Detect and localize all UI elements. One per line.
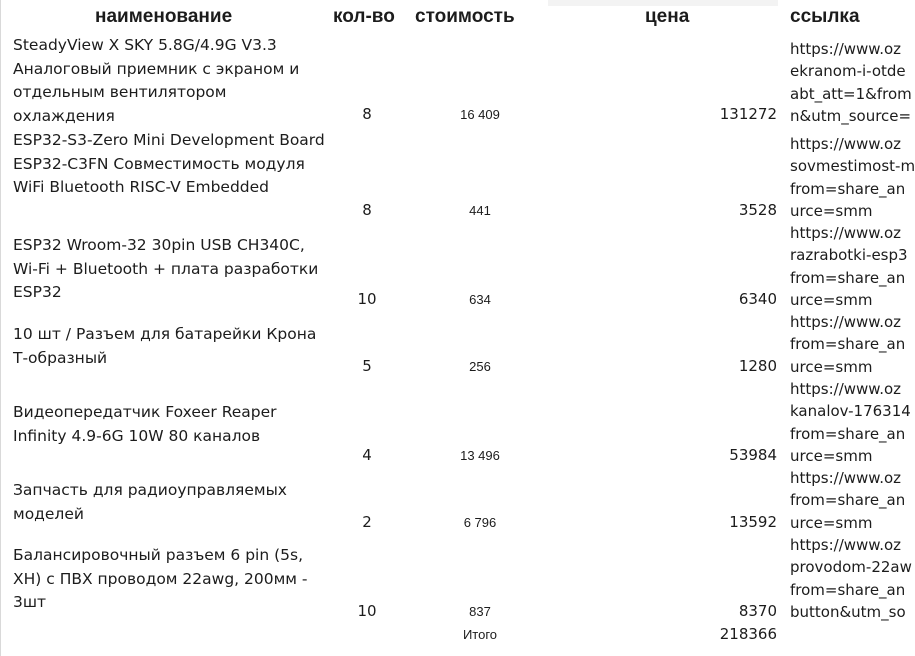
link-line: button&utm_so [790, 602, 906, 621]
cell-price[interactable]: 13592 [729, 513, 777, 531]
link-line: from=share_an [790, 491, 906, 510]
link-line: razrabotki-esp3 [790, 246, 908, 265]
link-line: https://www.oz [790, 380, 902, 398]
link-line: n&utm_source= [790, 106, 912, 125]
cell-cost[interactable]: 837 [469, 604, 491, 619]
header-price[interactable]: цена [645, 6, 690, 27]
cell-name[interactable]: ESP32-S3-Zero Mini Development Board ESP32-C3FN Совместимость модуля WiFi Bluetooth RISC-V Embedded [13, 131, 325, 196]
cell-qty[interactable]: 2 [362, 513, 372, 531]
cell-link[interactable] [790, 38, 912, 127]
cell-name[interactable]: SteadyView X SKY 5.8G/4.9G V3.3 Аналоговый приемник с экраном и отдельным вентилятором охлаждения [13, 36, 300, 125]
cell-qty[interactable]: 8 [362, 201, 372, 219]
link-line: https://www.oz [790, 135, 902, 153]
cell-qty[interactable]: 4 [362, 446, 372, 464]
cell-name[interactable]: ESP32 Wroom-32 30pin USB CH340C, Wi-Fi + Bluetooth + плата разработки ESP32 [13, 236, 319, 301]
cell-cost[interactable]: 6 796 [463, 515, 497, 530]
cell-link[interactable] [790, 311, 906, 378]
cell-name[interactable]: Видеопередатчик Foxeer Reaper Infinity 4.9-6G 10W 80 каналов [13, 403, 277, 445]
cell-price[interactable]: 6340 [738, 290, 777, 308]
left-border [0, 0, 1, 656]
cell-name[interactable]: 10 шт / Разъем для батарейки Крона Т-образный [13, 325, 317, 367]
link-line: sovmestimost-m [790, 157, 915, 176]
link-line: https://www.oz [790, 469, 902, 487]
link-line: https://www.oz [790, 536, 902, 554]
link-line: abt_att=1&from [790, 84, 912, 103]
cell-cost[interactable]: 13 496 [460, 448, 500, 463]
link-line: urce=smm [790, 201, 873, 220]
total-label[interactable]: Итого [462, 627, 498, 642]
cell-link[interactable] [790, 222, 908, 311]
cell-link[interactable] [790, 467, 906, 534]
link-line: from=share_an [790, 268, 906, 287]
cell-price[interactable]: 131272 [719, 105, 777, 123]
cell-qty[interactable]: 10 [357, 602, 377, 620]
link-line: https://www.oz [790, 313, 902, 331]
link-line: ekranom-i-otde [790, 62, 906, 81]
cell-price[interactable]: 8370 [738, 602, 777, 620]
header-name[interactable]: наименование [95, 6, 233, 27]
link-line: https://www.oz [790, 224, 902, 242]
header-cost[interactable]: стоимость [415, 6, 515, 27]
link-line: from=share_an [790, 580, 906, 599]
header-link[interactable]: ссылка [790, 6, 860, 27]
link-line: urce=smm [790, 513, 873, 532]
link-line: urce=smm [790, 290, 873, 309]
link-line: from=share_an [790, 179, 906, 198]
header-qty[interactable]: кол-во [333, 6, 395, 27]
link-line: urce=smm [790, 446, 873, 465]
cell-link[interactable] [790, 133, 915, 222]
link-line: https://www.oz [790, 40, 902, 58]
cell-cost[interactable]: 634 [469, 292, 491, 307]
link-line: kanalov-176314 [790, 402, 911, 421]
cell-qty[interactable]: 10 [357, 290, 377, 308]
cell-cost[interactable]: 256 [469, 359, 491, 374]
cell-price[interactable]: 3528 [738, 201, 777, 219]
cell-link[interactable] [790, 534, 912, 623]
cell-name[interactable]: Балансировочный разъем 6 pin (5s, XH) с ПВХ проводом 22awg, 200мм - 3шт [13, 546, 308, 611]
total-value[interactable]: 218366 [719, 625, 777, 643]
cell-price[interactable]: 53984 [729, 446, 777, 464]
link-line: provodom-22aw [790, 558, 912, 577]
cell-qty[interactable]: 5 [362, 357, 372, 375]
cell-price[interactable]: 1280 [738, 357, 777, 375]
cell-cost[interactable]: 16 409 [460, 107, 500, 122]
cell-qty[interactable]: 8 [362, 105, 372, 123]
cell-link[interactable] [790, 378, 911, 467]
cell-cost[interactable]: 441 [469, 203, 491, 218]
link-line: from=share_an [790, 424, 906, 443]
link-line: from=share_an [790, 335, 906, 354]
cell-name[interactable]: Запчасть для радиоуправляемых моделей [13, 481, 287, 523]
link-line: urce=smm [790, 357, 873, 376]
